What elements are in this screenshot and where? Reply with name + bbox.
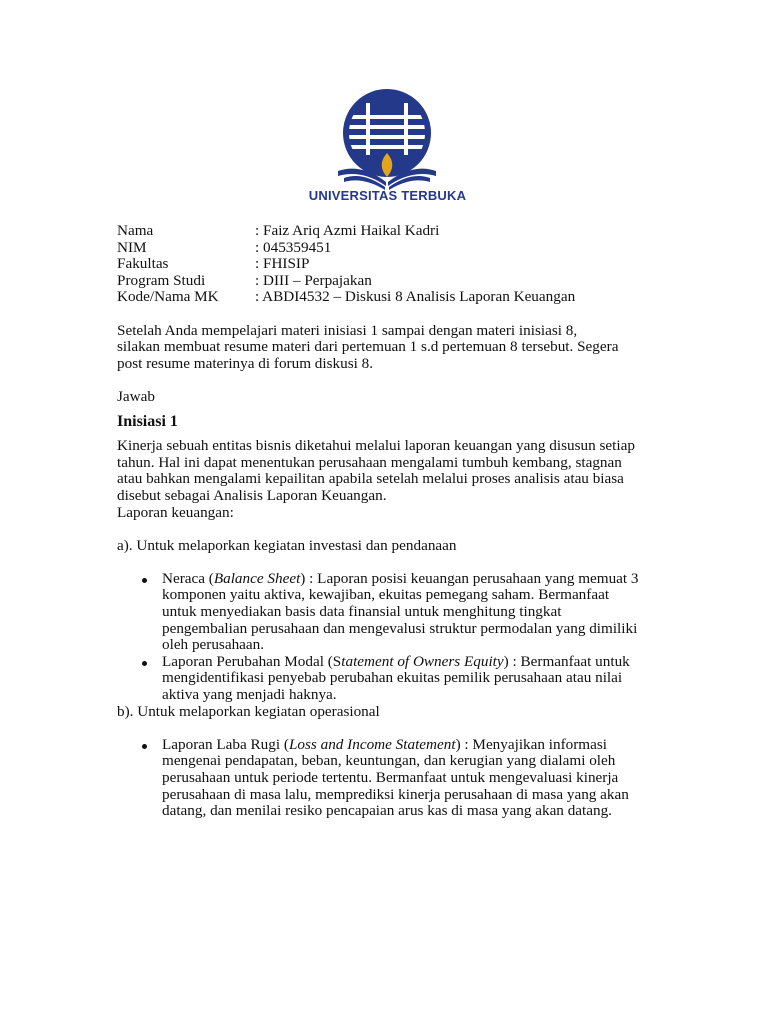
bullet-first-line	[162, 737, 657, 754]
student-info-table	[117, 223, 657, 306]
section-b-title: b). Untuk melaporkan kegiatan operasional	[117, 702, 380, 720]
section-heading: Inisiasi 1	[117, 412, 178, 430]
info-row-fakultas	[117, 256, 657, 273]
text-line: Laporan keuangan:	[117, 503, 234, 521]
text-line: Setelah Anda mempelajari materi inisiasi 1 sampai dengan materi inisiasi 8,	[117, 321, 578, 339]
info-value: : FHISIP	[255, 255, 310, 273]
text-line: mengenai pendapatan, beban, keuntungan, dan kerugian yang dialami oleh	[162, 752, 616, 770]
text-line: disebut sebagai Analisis Laporan Keuangan.	[117, 486, 387, 504]
info-value: : 045359451	[255, 238, 332, 256]
bullet-first-line	[162, 654, 657, 671]
bullet-icon	[142, 578, 147, 583]
bullet-icon	[142, 661, 147, 666]
instructions-paragraph	[117, 323, 657, 373]
info-row-nama	[117, 223, 657, 240]
text-run: Neraca (	[162, 569, 214, 587]
list-item	[117, 737, 657, 820]
list-item	[117, 571, 657, 654]
info-value: : Faiz Ariq Azmi Haikal Kadri	[255, 222, 440, 239]
text-line: Kinerja sebuah entitas bisnis diketahui melalui laporan keuangan yang disusun setiap	[117, 437, 635, 455]
text-run: Laporan Laba Rugi (	[162, 735, 289, 753]
text-line: pengembalian perusahaan dan mengevalusi struktur permodalan yang dimiliki	[162, 619, 638, 637]
text-line: silakan membuat resume materi dari pertemuan 1 s.d pertemuan 8 tersebut. Segera	[117, 338, 619, 356]
text-line: perusahaan di masa lalu, memprediksi kinerja perusahaan di masa yang akan	[162, 785, 629, 803]
text-line: mengidentifikasi penyebab perubahan ekuitas pemilik perusahaan atau nilai	[162, 669, 623, 687]
text-line: komponen yaitu aktiva, kewajiban, ekuitas pemegang saham. Bermanfaat	[162, 586, 610, 604]
section-a-title: a). Untuk melaporkan kegiatan investasi dan pendanaan	[117, 536, 457, 554]
info-label: Program Studi	[117, 271, 206, 289]
info-label: Nama	[117, 222, 154, 239]
logo-text: UNIVERSITAS TERBUKA	[308, 188, 467, 203]
italic-term: tatement of Owners Equity	[341, 652, 504, 670]
text-run: ) : Bermanfaat untuk	[503, 652, 630, 670]
document-body	[117, 223, 657, 820]
answer-label: Jawab	[117, 387, 155, 405]
text-line: oleh perusahaan.	[162, 636, 265, 654]
intro-paragraph	[117, 438, 657, 521]
info-value: : ABDI4532 – Diskusi 8 Analisis Laporan Keuangan	[255, 288, 576, 306]
section-b-list	[117, 737, 657, 820]
info-row-program-studi	[117, 273, 657, 290]
info-label: Kode/Nama MK	[117, 288, 219, 306]
text-line: untuk menyediakan basis data finansial untuk menghitung tingkat	[162, 603, 562, 621]
text-line: perusahaan untuk periode tertentu. Bermanfaat untuk mengevaluasi kinerja	[162, 769, 619, 786]
info-label: NIM	[117, 238, 147, 256]
text-line: datang, dan menilai resiko pencapaian arus kas di masa yang akan datang.	[162, 802, 612, 820]
section-a-list	[117, 571, 657, 704]
info-row-kode-mk	[117, 289, 657, 306]
text-run: ) : Laporan posisi keuangan perusahaan yang memuat 3	[300, 569, 639, 587]
info-row-nim	[117, 240, 657, 257]
text-line: atau bahkan mengalami kepailitan apabila setelah melalui proses analisis atau biasa	[117, 470, 624, 488]
text-line: post resume materinya di forum diskusi 8.	[117, 354, 374, 372]
text-line: tahun. Hal ini dapat menentukan perusahaan mengalami tumbuh kembang, stagnan	[117, 453, 622, 471]
italic-term: Balance Sheet	[213, 569, 301, 587]
text-run: Laporan Perubahan Modal (S	[162, 652, 342, 670]
text-line: aktiva yang menjadi haknya.	[162, 686, 337, 704]
italic-term: Loss and Income Statement	[288, 735, 456, 753]
list-item	[117, 654, 657, 704]
info-label: Fakultas	[117, 255, 169, 273]
text-run: ) : Menyajikan informasi	[455, 735, 607, 753]
bullet-icon	[142, 744, 147, 749]
bullet-first-line	[162, 571, 657, 588]
info-value: : DIII – Perpajakan	[255, 271, 372, 289]
